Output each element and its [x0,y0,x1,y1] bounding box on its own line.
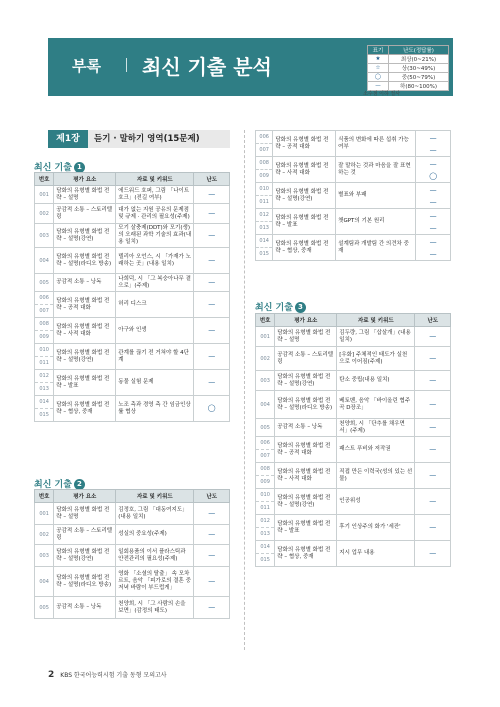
table-row [256,515,451,541]
difficulty: — [194,204,230,224]
table-row [256,391,451,419]
evaluation-element: 담화의 유형별 화법 전략 – 설명(강연) [273,183,336,209]
difficulty: — — [416,209,451,235]
evaluation-element: 담화의 유형별 화법 전략 – 설명 [54,503,116,525]
legend-level: 하(80~100%) [389,82,449,91]
keyword: 김정호, 그림 「대동여지도」(내용 일치) [116,503,194,525]
keyword: 잘 말하는 것과 마음을 잘 표현하는 것 [336,157,416,183]
table-row [256,489,451,515]
question-number: 004 [35,248,54,274]
difficulty: — [415,371,451,391]
table-row [35,318,230,344]
question-number: 002 [256,347,275,371]
keyword: 허리 디스크 [116,292,194,318]
legend-symbol: ◯ [368,73,389,82]
question-number: 002 [35,204,54,224]
table-row [35,525,230,545]
legend-col-level: 난도(정답률) [389,46,449,55]
col-header-type: 평가 요소 [54,173,116,186]
table-row [35,224,230,248]
question-number: 010 011 [256,183,273,209]
evaluation-element: 담화의 유형별 화법 전략 – 설명 [54,186,116,204]
question-number: 012 013 [256,515,275,541]
table-row [256,157,451,183]
difficulty: — [415,541,451,567]
keyword: 노조 측과 경영 측 간 임금인상률 협상 [116,396,194,422]
question-number: 006 007 [256,437,275,463]
table-row [35,597,230,619]
legend-symbol: ★ [368,55,389,64]
keyword: 김두량, 그림 「삽살개」(내용 일치) [337,327,415,347]
evaluation-element: 공감적 소통 – 스토리텔링 [275,347,337,371]
keyword: 아구와 인생 [116,318,194,344]
keyword: [우화] 주체적인 태도가 실천으로 이어짐(주제) [337,347,415,371]
exam-question-table [34,172,230,422]
difficulty: — [194,274,230,292]
evaluation-element: 담화의 유형별 화법 전략 – 사적 대화 [273,157,336,183]
evaluation-element: 담화의 유형별 화법 전략 – 협상, 중재 [275,541,337,567]
evaluation-element: 공감적 소통 – 낭독 [54,274,116,292]
keyword: 에드워드 호퍼, 그림 「나이트호크」(전길 여부) [116,186,194,204]
evaluation-element: 담화의 유형별 화법 전략 – 설명(강연) [54,344,116,370]
question-number: 004 [256,391,275,419]
question-number: 008 009 [256,463,275,489]
page-title: 최신 기출 분석 [142,55,272,79]
difficulty: — [194,318,230,344]
keyword: 직접 만든 이력국(성의 있는 선물) [337,463,415,489]
legend-level: 상(30~49%) [389,64,449,73]
difficulty: — [415,489,451,515]
table-row [256,131,451,157]
legend-level: 최상(0~21%) [389,55,449,64]
evaluation-element: 공감적 소통 – 스토리텔링 [54,525,116,545]
difficulty: — [194,503,230,525]
question-number: 005 [256,419,275,437]
keyword: 성실의 중요성(주제) [116,525,194,545]
question-number: 008 009 [35,318,54,344]
table-row [256,437,451,463]
evaluation-element: 담화의 유형별 화법 전략 – 공적 대화 [54,292,116,318]
difficulty: — — [416,131,451,157]
table-row [256,183,451,209]
keyword: 후기 인상주의 화가 '세잔' [337,515,415,541]
col-header-keyword: 자료 및 키워드 [116,490,194,503]
col-header-num: 번호 [256,314,275,327]
keyword: 별표와 부패 [336,183,416,209]
keyword: 모기 살충제(DDT)와 모기(생)의 오래된 과학 기술의 효과(내용 일치) [116,224,194,248]
exam-number-badge: 1 [74,162,85,173]
difficulty: — [194,370,230,396]
evaluation-element: 담화의 유형별 화법 전략 – 사적 대화 [54,318,116,344]
col-header-keyword: 자료 및 키워드 [116,173,194,186]
exam-question-table [255,313,451,567]
question-number: 012 013 [35,370,54,396]
table-row [35,567,230,597]
table-row [256,327,451,347]
difficulty-legend [367,45,449,91]
keyword: 천양희, 시 「단추를 채우면서」(주제) [337,419,415,437]
question-number: 001 [256,327,275,347]
col-header-level: 난도 [194,490,230,503]
evaluation-element: 담화의 유형별 화법 전략 – 사적 대화 [275,463,337,489]
evaluation-element: 담화의 유형별 화법 전략 – 협상, 중재 [273,235,336,261]
question-number: 014 015 [35,396,54,422]
evaluation-element: 담화의 유형별 화법 전략 – 설명 [275,327,337,347]
evaluation-element: 담화의 유형별 화법 전략 – 설명(라디오 방송) [54,567,116,597]
table-row [256,347,451,371]
table-row [256,541,451,567]
footer-text: KBS 한국어능력시험 기출 동형 모의고사 [60,672,167,679]
exam-question-table [34,489,230,619]
question-number: 012 013 [256,209,273,235]
keyword: 인공위성 [337,489,415,515]
keyword: 동물 실험 문제 [116,370,194,396]
question-number: 008 009 [256,157,273,183]
col-header-keyword: 자료 및 키워드 [337,314,415,327]
legend-level: 중(50~79%) [389,73,449,82]
exam-number-badge: 3 [295,302,306,313]
col-header-type: 평가 요소 [275,314,337,327]
keyword: 패스트 푸비와 저작권 [337,437,415,463]
difficulty: — [415,515,451,541]
question-number: 014 015 [256,541,275,567]
col-header-level: 난도 [194,173,230,186]
legend-row [368,73,449,82]
question-number: 010 011 [256,489,275,515]
table-row [256,371,451,391]
evaluation-element: 담화의 유형별 화법 전략 – 설명(라디오 방송) [275,391,337,419]
exam-section-title: 최신 기출 1 [34,160,85,173]
keyword: 식품의 변화에 따른 섭취 가능 여부 [336,131,416,157]
evaluation-element: 담화의 유형별 화법 전략 – 발표 [275,515,337,541]
keyword: 델리아 오언스, 시 「가재가 노래하는 곳」(내용 일치) [116,248,194,274]
question-number: 001 [35,503,54,525]
difficulty: — [194,525,230,545]
question-number: 003 [256,371,275,391]
question-number: 006 007 [35,292,54,318]
keyword: 일회용품의 이서 플라스틱과 안전관리의 필요성(주제) [116,545,194,567]
table-row [256,235,451,261]
keyword: 챗GPT의 기본 원리 [336,209,416,235]
question-number: 005 [35,274,54,292]
appendix-label: 부록 [72,57,101,75]
table-row [35,292,230,318]
evaluation-element: 담화의 유형별 화법 전략 – 발표 [273,209,336,235]
question-number: 005 [35,597,54,619]
difficulty: — [194,186,230,204]
difficulty: — ◯ [416,157,451,183]
keyword: 베토벤, 음악 「바이올린 협주곡 D장조」 [337,391,415,419]
chapter-title: 듣기 · 말하기 영역(15문제) [94,134,200,144]
table-row [35,545,230,567]
keyword: 지시 업무 내용 [337,541,415,567]
question-number: 002 [35,525,54,545]
difficulty: — [194,224,230,248]
evaluation-element: 담화의 유형별 화법 전략 – 설명(강연) [275,371,337,391]
evaluation-element: 공감적 소통 – 스토리텔링 [54,204,116,224]
difficulty: — [194,292,230,318]
keyword: 설계팀과 개발팀 간 의견차 중재 [336,235,416,261]
keyword: 영화 「소셜의 탈출」 속 모차르트, 음악 「피가로의 결혼 중 저녁 바람이 부드럽게」 [116,567,194,597]
table-row [35,344,230,370]
legend-symbol: ☆ [368,64,389,73]
table-row [35,503,230,525]
exam-section-title: 최신 기출 2 [34,477,85,490]
legend-col-symbol: 표기 [368,46,389,55]
table-row [35,274,230,292]
difficulty: — [415,463,451,489]
col-header-level: 난도 [415,314,451,327]
evaluation-element: 담화의 유형별 화법 전략 – 설명(강연) [275,489,337,515]
difficulty: — [194,248,230,274]
table-row [35,248,230,274]
difficulty: — — [416,183,451,209]
difficulty: — [415,437,451,463]
exam-section-title: 최신 기출 3 [255,300,306,313]
table-row [35,396,230,422]
table-row [256,209,451,235]
page-number: 2 [48,670,55,680]
table-row [35,370,230,396]
difficulty: — [415,419,451,437]
question-number: 001 [35,186,54,204]
header-divider [126,58,127,72]
question-number: 010 011 [35,344,54,370]
difficulty: — [194,597,230,619]
keyword: 탄소 중립(내용 일치) [337,371,415,391]
continued-question-table [255,130,451,261]
evaluation-element: 담화의 유형별 화법 전략 – 협상, 중재 [54,396,116,422]
keyword: 대가 없는 지원 공유의 문제점 및 규제 · 관리의 필요성(주제) [116,204,194,224]
table-row [35,204,230,224]
table-row [35,186,230,204]
evaluation-element: 공감적 소통 – 낭독 [275,419,337,437]
question-number: 014 015 [256,235,273,261]
question-number: 006 007 [256,131,273,157]
col-header-type: 평가 요소 [54,490,116,503]
difficulty: — [194,344,230,370]
page-footer [48,670,167,680]
legend-row [368,64,449,73]
evaluation-element: 공감적 소통 – 낭독 [54,597,116,619]
difficulty: — [415,347,451,371]
difficulty: — [194,567,230,597]
difficulty: — [194,545,230,567]
difficulty: — — [416,235,451,261]
table-row [256,463,451,489]
keyword: 천양희, 시 「그 사람의 손을 보면」(감정의 태도) [116,597,194,619]
difficulty: — [415,327,451,347]
legend-symbol: — [368,82,389,91]
exam-number-badge: 2 [74,479,85,490]
col-header-num: 번호 [35,173,54,186]
difficulty: ◯ [194,396,230,422]
keyword: 나희덕, 시 「그 복숭아나무 곁으로」(주제) [116,274,194,292]
question-number: 003 [35,545,54,567]
question-number: 003 [35,224,54,248]
evaluation-element: 담화의 유형별 화법 전략 – 설명(강연) [54,224,116,248]
evaluation-element: 담화의 유형별 화법 전략 – 발표 [54,370,116,396]
difficulty: — [415,391,451,419]
chapter-heading [48,130,230,148]
evaluation-element: 담화의 유형별 화법 전략 – 공적 대화 [275,437,337,463]
evaluation-element: 담화의 유형별 화법 전략 – 설명(라디오 방송) [54,248,116,274]
evaluation-element: 담화의 유형별 화법 전략 – 설명(강연) [54,545,116,567]
question-number: 004 [35,567,54,597]
chapter-number: 제1장 [48,130,88,148]
evaluation-element: 담화의 유형별 화법 전략 – 공적 대화 [273,131,336,157]
col-header-num: 번호 [35,490,54,503]
legend-note: ★ 소수점 이하 절사 [357,91,401,97]
keyword: 관계를 끊기 전 거쳐야 할 4단계 [116,344,194,370]
table-row [256,419,451,437]
legend-row [368,55,449,64]
column-divider [244,130,245,650]
